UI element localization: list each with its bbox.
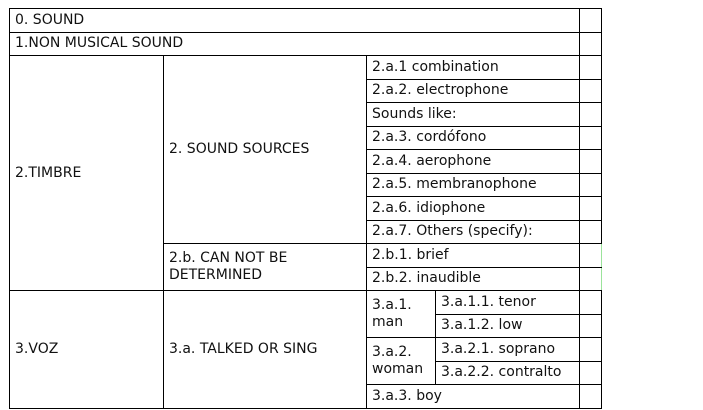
cell-idiophone: 2.a.6. idiophone [367, 197, 580, 221]
table-row [10, 291, 602, 315]
checkbox-cell[interactable] [580, 126, 602, 150]
checkbox-cell[interactable] [580, 197, 602, 221]
cell-combination: 2.a.1 combination [367, 56, 580, 80]
cell-non-musical: 1.NON MUSICAL SOUND [10, 32, 580, 56]
sound-classification-table [9, 8, 602, 409]
checkbox-cell[interactable] [580, 385, 602, 409]
checkbox-cell[interactable] [580, 338, 602, 362]
cell-low: 3.a.1.2. low [436, 314, 580, 338]
checkbox-cell[interactable] [580, 9, 602, 33]
checkbox-cell[interactable] [580, 79, 602, 103]
checkbox-cell[interactable] [580, 32, 602, 56]
cell-timbre: 2.TIMBRE [10, 56, 164, 291]
cell-sound: 0. SOUND [10, 9, 580, 33]
checkbox-cell[interactable] [580, 150, 602, 174]
checkbox-cell[interactable] [580, 56, 602, 80]
cell-talked-or-sing: 3.a. TALKED OR SING [164, 291, 367, 409]
cell-man: 3.a.1. man [367, 291, 436, 338]
cell-not-determined: 2.b. CAN NOT BE DETERMINED [164, 244, 367, 291]
cell-boy: 3.a.3. boy [367, 385, 580, 409]
table-row [10, 9, 602, 33]
checkbox-cell[interactable] [580, 291, 602, 315]
cell-contralto: 3.a.2.2. contralto [436, 361, 580, 385]
cell-sounds-like: Sounds like: [367, 103, 580, 127]
checkbox-cell[interactable] [580, 244, 602, 268]
cell-soprano: 3.a.2.1. soprano [436, 338, 580, 362]
cell-sound-sources: 2. SOUND SOURCES [164, 56, 367, 244]
checkbox-cell[interactable] [580, 173, 602, 197]
checkbox-cell[interactable] [580, 267, 602, 291]
cell-others: 2.a.7. Others (specify): [367, 220, 580, 244]
checkbox-cell[interactable] [580, 220, 602, 244]
cell-aerophone: 2.a.4. aerophone [367, 150, 580, 174]
cell-inaudible: 2.b.2. inaudible [367, 267, 580, 291]
cell-cordofono: 2.a.3. cordófono [367, 126, 580, 150]
cell-woman: 3.a.2. woman [367, 338, 436, 385]
cell-electrophone: 2.a.2. electrophone [367, 79, 580, 103]
checkbox-cell[interactable] [580, 361, 602, 385]
table-row [10, 56, 602, 80]
cell-brief: 2.b.1. brief [367, 244, 580, 268]
checkbox-cell[interactable] [580, 314, 602, 338]
checkbox-cell[interactable] [580, 103, 602, 127]
cell-membranophone: 2.a.5. membranophone [367, 173, 580, 197]
cell-tenor: 3.a.1.1. tenor [436, 291, 580, 315]
cell-voz: 3.VOZ [10, 291, 164, 409]
table-row [10, 32, 602, 56]
